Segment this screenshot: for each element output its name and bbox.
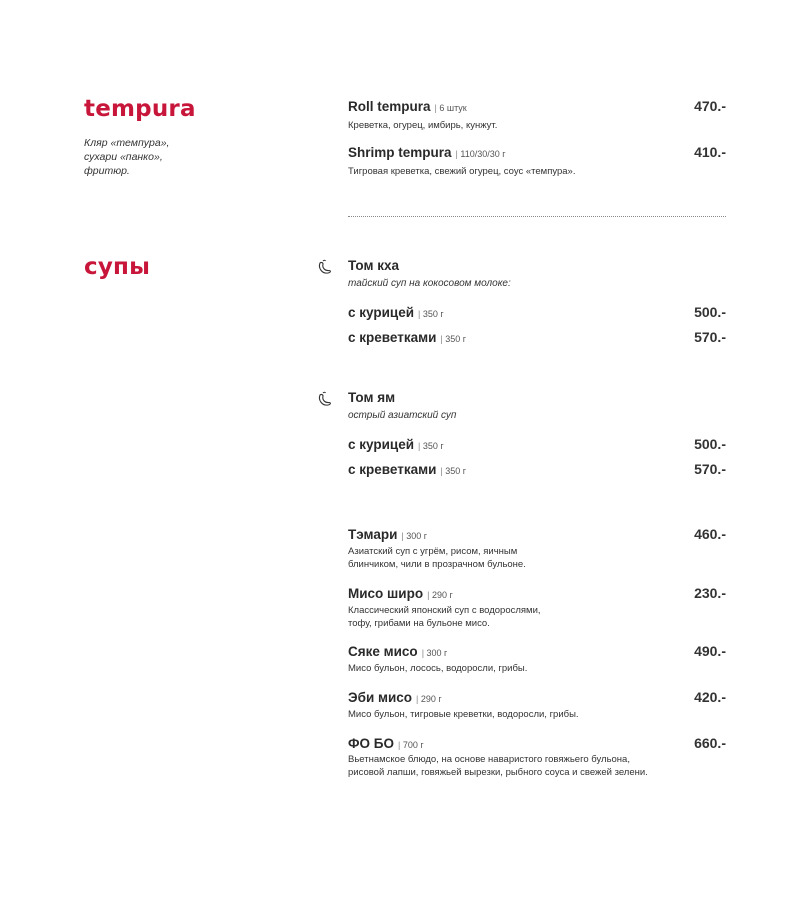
item-weight: | 300 г	[401, 531, 427, 541]
item-price: 490.-	[694, 643, 726, 659]
item-weight: | 290 г	[427, 590, 453, 600]
soup-variant	[348, 461, 466, 479]
section-description-tempura: Кляр «темпура», сухари «панко», фритюр.	[84, 137, 170, 177]
soup-variant	[348, 436, 444, 454]
item-price: 420.-	[694, 689, 726, 705]
variant-name: с курицей	[348, 305, 414, 320]
item-price: 470.-	[694, 98, 726, 114]
item-price: 500.-	[694, 304, 726, 320]
chili-pepper-icon	[316, 258, 334, 276]
item-weight: | 300 г	[422, 648, 448, 658]
item-description-line: рисовой лапши, говяжьей вырезки, рыбного соуса и свежей зелени.	[348, 767, 648, 778]
variant-name: с креветками	[348, 462, 437, 477]
chili-pepper-icon	[316, 390, 334, 408]
soup-variant	[348, 329, 466, 347]
item-description: Мисо бульон, тигровые креветки, водоросли, грибы.	[348, 709, 579, 720]
item-weight: | 350 г	[418, 309, 444, 319]
variant-name: с курицей	[348, 437, 414, 452]
item-description	[348, 753, 648, 779]
item-description-line: Классический японский суп с водорослями,	[348, 605, 541, 616]
item-description: Тигровая креветка, свежий огурец, соус «темпура».	[348, 166, 576, 177]
item-price: 570.-	[694, 461, 726, 477]
item-price: 500.-	[694, 436, 726, 452]
item-name: ФО БО	[348, 736, 394, 751]
item-weight: | 350 г	[418, 441, 444, 451]
item-description	[348, 545, 526, 571]
menu-item-temari	[348, 526, 427, 544]
item-weight: | 6 штук	[435, 103, 467, 113]
section-divider	[348, 216, 726, 217]
variant-name: с креветками	[348, 330, 437, 345]
soup-subtitle: тайский суп на кокосовом молоке:	[348, 278, 511, 289]
item-name: Тэмари	[348, 527, 398, 542]
item-description-line: Вьетнамское блюдо, на основе наваристого говяжьего бульона,	[348, 754, 630, 765]
soup-variant	[348, 304, 444, 322]
item-description-line: Азиатский суп с угрём, рисом, яичным	[348, 546, 518, 557]
item-weight: | 350 г	[440, 466, 466, 476]
item-weight: | 700 г	[398, 740, 424, 750]
item-description-line: блинчиком, чили в прозрачном бульоне.	[348, 559, 526, 570]
menu-item-pho-bo	[348, 735, 424, 753]
section-title-soups: супы	[84, 254, 151, 280]
item-name: Shrimp tempura	[348, 145, 452, 160]
soup-name-tom-yam: Том ям	[348, 390, 396, 405]
item-weight: | 290 г	[416, 694, 442, 704]
item-name: Мисо широ	[348, 586, 424, 601]
item-weight: | 350 г	[440, 334, 466, 344]
soup-subtitle: острый азиатский суп	[348, 410, 457, 421]
menu-item-shrimp-tempura	[348, 144, 506, 162]
item-price: 570.-	[694, 329, 726, 345]
soup-name-tom-kha: Том кха	[348, 258, 399, 273]
item-price: 660.-	[694, 735, 726, 751]
menu-item-roll-tempura	[348, 98, 467, 116]
menu-item-syake-miso	[348, 643, 447, 661]
item-description: Мисо бульон, лосось, водоросли, грибы.	[348, 663, 528, 674]
item-name: Эби мисо	[348, 690, 413, 705]
section-title-tempura: tempura	[84, 96, 196, 122]
menu-item-miso-shiro	[348, 585, 453, 603]
item-name: Roll tempura	[348, 99, 431, 114]
item-price: 410.-	[694, 144, 726, 160]
menu-item-ebi-miso	[348, 689, 442, 707]
item-description	[348, 604, 541, 630]
item-description-line: тофу, грибами на бульоне мисо.	[348, 618, 490, 629]
item-price: 230.-	[694, 585, 726, 601]
item-name: Сяке мисо	[348, 644, 418, 659]
item-price: 460.-	[694, 526, 726, 542]
item-weight: | 110/30/30 г	[456, 149, 506, 159]
item-description: Креветка, огурец, имбирь, кунжут.	[348, 120, 498, 131]
